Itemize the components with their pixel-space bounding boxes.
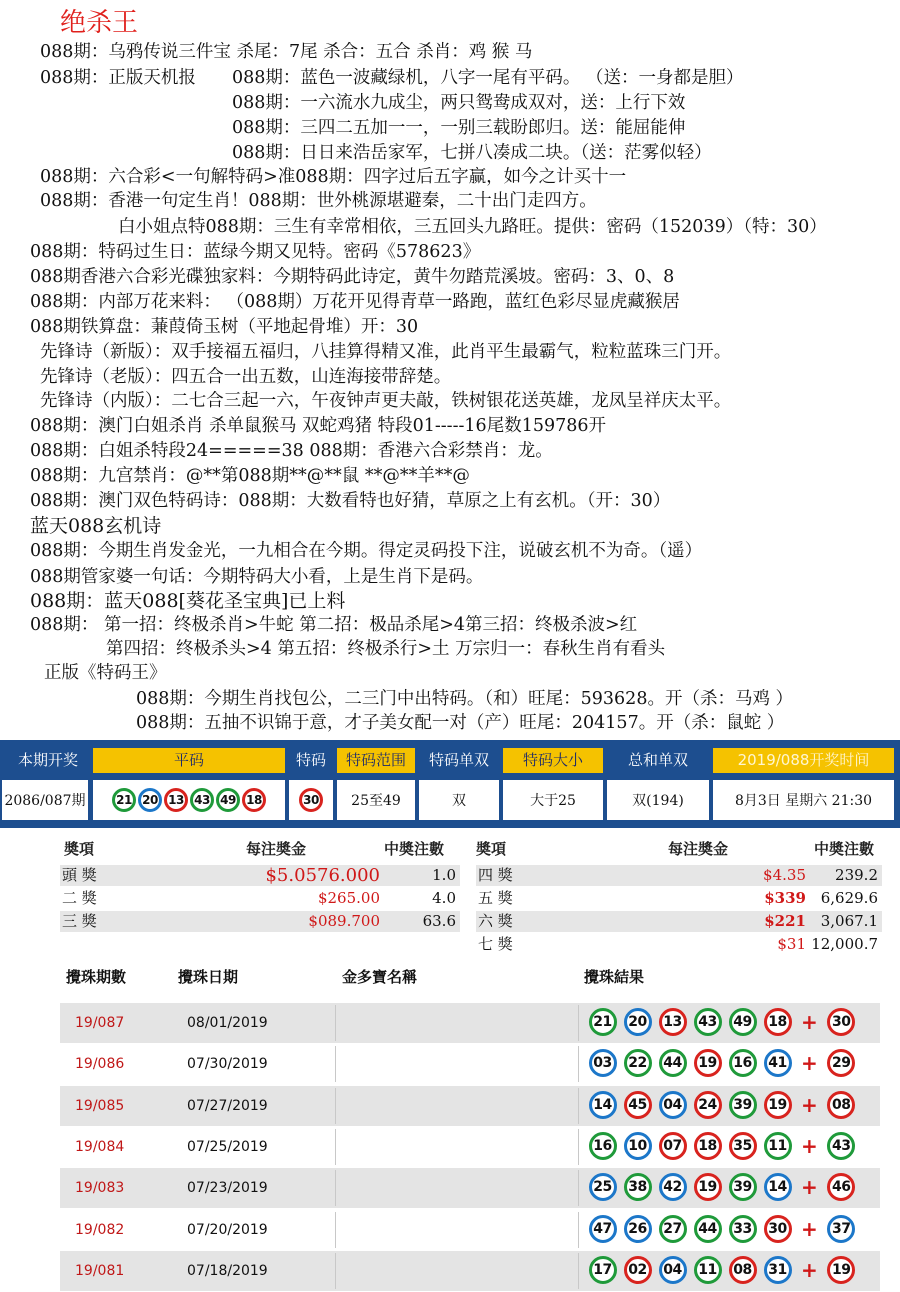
number-ball: 43 [694, 1008, 722, 1036]
row-result-balls [585, 1132, 859, 1160]
prize-header-amount-right: 每注奬金 [668, 840, 729, 858]
number-ball: 44 [659, 1049, 687, 1077]
prize-count: 6,629.6 [820, 889, 878, 907]
header-regular-numbers: 平码 [93, 748, 285, 773]
number-ball: 26 [624, 1215, 652, 1243]
table-row [60, 1127, 880, 1167]
number-ball: 14 [764, 1173, 792, 1201]
row-result-balls [585, 1256, 859, 1284]
number-ball: 31 [764, 1256, 792, 1284]
number-ball: 18 [242, 788, 266, 812]
prize-count: 1.0 [432, 866, 456, 884]
row-period: 19/081 [75, 1262, 125, 1279]
number-ball: 21 [589, 1008, 617, 1036]
row-date: 07/23/2019 [187, 1180, 268, 1197]
header-current-draw: 本期开奖 [8, 748, 88, 773]
prize-name: 七 獎 [478, 935, 513, 953]
number-ball: 43 [190, 788, 214, 812]
number-ball: 45 [624, 1091, 652, 1119]
text-line: 088期：蓝天088[葵花圣宝典]已上料 [30, 590, 346, 612]
text-line: 088期：三四二五加一一，一别三载盼郎归。送：能屈能伸 [232, 118, 686, 138]
number-ball: 35 [729, 1132, 757, 1160]
prize-row [476, 911, 882, 932]
prize-header-name-left: 奬項 [64, 840, 95, 858]
table-row [60, 1044, 880, 1084]
number-ball: 20 [138, 788, 162, 812]
number-ball: 11 [764, 1132, 792, 1160]
prize-row [476, 888, 882, 909]
prize-amount: $221 [764, 912, 806, 930]
prize-row [476, 934, 882, 955]
number-ball: 33 [729, 1215, 757, 1243]
row-date: 07/20/2019 [187, 1221, 268, 1238]
prize-amount: $265.00 [317, 889, 380, 907]
number-ball: 04 [659, 1256, 687, 1284]
text-line: 088期：内部万花来料： （088期）万花开见得青草一路跑，蓝红色彩尽显虎藏猴居 [30, 292, 680, 312]
number-ball: 17 [589, 1256, 617, 1284]
header-special-big-small: 特码大小 [503, 748, 603, 773]
number-ball: 47 [589, 1215, 617, 1243]
prize-header-count-right: 中奬注數 [814, 840, 875, 858]
table-row [60, 1168, 880, 1208]
number-ball: 13 [164, 788, 188, 812]
header-special-range: 特码范围 [337, 748, 415, 773]
number-ball: 11 [694, 1256, 722, 1284]
header-sum-odd-even: 总和单双 [607, 748, 709, 773]
history-header-name: 金多寶名稱 [342, 968, 418, 986]
text-line: 088期：今期生肖发金光，一九相合在今期。得定灵码投下注，说破玄机不为奇。（遥） [30, 541, 703, 561]
special-ball: 46 [827, 1173, 855, 1201]
row-period: 19/082 [75, 1221, 125, 1238]
text-line: 088期：日日来浩岳家军，七拼八凑成二块。（送：茫雾似轻） [232, 143, 712, 163]
row-result-balls [585, 1008, 859, 1036]
row-date: 07/18/2019 [187, 1262, 268, 1279]
column-divider [335, 1005, 336, 1041]
prize-amount: $4.35 [763, 866, 806, 884]
text-line: 088期：澳门白姐杀肖 杀单鼠猴马 双蛇鸡猪 特段01-----16尾数159786开 [30, 416, 606, 436]
prize-name: 頭 獎 [62, 866, 97, 884]
number-ball: 04 [659, 1091, 687, 1119]
text-line: 088期： 第一招：终极杀肖>牛蛇 第二招：极品杀尾>4第三招：终极杀波>红 [30, 615, 638, 635]
column-divider [335, 1170, 336, 1206]
special-ball: 29 [827, 1049, 855, 1077]
table-row [60, 1251, 880, 1291]
row-date: 07/25/2019 [187, 1138, 268, 1155]
row-result-balls [585, 1049, 859, 1077]
number-ball: 41 [764, 1049, 792, 1077]
history-header-period: 攪珠期數 [66, 968, 127, 986]
text-line: 蓝天088玄机诗 [30, 515, 162, 537]
prize-row [60, 865, 460, 886]
number-ball: 16 [589, 1132, 617, 1160]
column-divider [578, 1088, 579, 1124]
number-ball: 49 [729, 1008, 757, 1036]
number-ball: 18 [764, 1008, 792, 1036]
number-ball: 03 [589, 1049, 617, 1077]
text-line: 088期：乌鸦传说三件宝 杀尾：7尾 杀合：五合 杀肖：鸡 猴 马 [40, 42, 533, 62]
number-ball: 42 [659, 1173, 687, 1201]
row-date: 07/27/2019 [187, 1097, 268, 1114]
prize-count: 3,067.1 [820, 912, 878, 930]
prize-count: 4.0 [432, 889, 456, 907]
draw-odd-even: 双 [419, 780, 499, 820]
plus-icon: + [801, 1051, 818, 1076]
row-period: 19/086 [75, 1056, 125, 1073]
prize-count: 63.6 [422, 912, 456, 930]
table-row [60, 1210, 880, 1250]
row-period: 19/084 [75, 1138, 125, 1155]
number-ball: 39 [729, 1173, 757, 1201]
row-date: 07/30/2019 [187, 1056, 268, 1073]
row-result-balls [585, 1091, 859, 1119]
column-divider [578, 1129, 579, 1165]
special-ball: 30 [299, 788, 323, 812]
history-header-date: 攪珠日期 [178, 968, 239, 986]
page-title: 绝杀王 [60, 8, 139, 38]
number-ball: 39 [729, 1091, 757, 1119]
draw-period: 2086/087期 [2, 780, 88, 820]
text-line: 088期：五抽不识锦于意，才子美女配一对（产）旺尾：204157。开（杀：鼠蛇 ） [136, 713, 785, 733]
number-ball: 13 [659, 1008, 687, 1036]
prize-amount: $5.0576.000 [265, 865, 380, 886]
header-special-number: 特码 [289, 748, 333, 773]
text-line: 088期：蓝色一波藏绿机，八字一尾有平码。 （送：一身都是胆） [232, 68, 744, 88]
number-ball: 16 [729, 1049, 757, 1077]
prize-name: 四 獎 [478, 866, 513, 884]
row-period: 19/085 [75, 1097, 125, 1114]
prize-row [60, 888, 460, 909]
row-period: 19/087 [75, 1015, 125, 1031]
prize-count: 12,000.7 [811, 935, 878, 953]
draw-special-range: 25至49 [337, 780, 415, 820]
row-result-balls [585, 1173, 859, 1201]
number-ball: 19 [694, 1173, 722, 1201]
number-ball: 22 [624, 1049, 652, 1077]
number-ball: 24 [694, 1091, 722, 1119]
text-line: 088期：六合彩<一句解特码>准088期：四字过后五字赢，如今之计买十一 [40, 167, 627, 187]
text-line: 先锋诗（内版）：二七合三起一六，午夜钟声更夫敲，铁树银花送英雄，龙凤呈祥庆太平。 [40, 391, 732, 411]
row-date: 08/01/2019 [187, 1015, 268, 1031]
number-ball: 19 [694, 1049, 722, 1077]
text-line: 088期：一六流水九成尘，两只鸳鸯成双对，送：上行下效 [232, 93, 686, 113]
number-ball: 30 [764, 1215, 792, 1243]
plus-icon: + [801, 1175, 818, 1200]
text-line: 088期：特码过生日：蓝绿今期又见特。密码《578623》 [30, 242, 481, 262]
prize-header-name-right: 奬項 [476, 840, 507, 858]
number-ball: 38 [624, 1173, 652, 1201]
draw-special-ball-cell [289, 780, 333, 820]
text-line: 088期：澳门双色特码诗：088期：大数看特也好猜，草原之上有玄机。（开：30） [30, 491, 671, 511]
number-ball: 07 [659, 1132, 687, 1160]
text-line: 088期：正版天机报 [40, 68, 196, 88]
number-ball: 10 [624, 1132, 652, 1160]
text-line: 白小姐点特088期：三生有幸常相依，三五回头九路旺。提供：密码（152039）（特：30） [118, 217, 827, 237]
prize-header-amount-left: 每注奬金 [246, 840, 307, 858]
plus-icon: + [801, 1216, 818, 1241]
text-line: 088期：香港一句定生肖！088期：世外桃源堪避秦，二十出门走四方。 [40, 191, 597, 211]
prize-count: 239.2 [835, 866, 878, 884]
number-ball: 44 [694, 1215, 722, 1243]
plus-icon: + [801, 1133, 818, 1158]
text-line: 088期香港六合彩光碟独家料：今期特码此诗定，黄牛勿踏荒溪坡。密码：3、0、8 [30, 267, 675, 287]
prize-row [60, 911, 460, 932]
text-line: 先锋诗（新版）：双手接福五福归，八挂算得精又准，此肖平生最霸气，粒粒蓝珠三门开。 [40, 342, 732, 362]
special-ball: 19 [827, 1256, 855, 1284]
table-row [60, 1086, 880, 1126]
text-line: 088期：今期生肖找包公，二三门中出特码。（和）旺尾：593628。开（杀：马鸡 ） [136, 689, 794, 709]
column-divider [335, 1212, 336, 1248]
table-row [60, 1003, 880, 1043]
row-result-balls [585, 1215, 859, 1243]
draw-result-table [0, 740, 900, 828]
plus-icon: + [801, 1092, 818, 1117]
number-ball: 27 [659, 1215, 687, 1243]
column-divider [335, 1046, 336, 1082]
text-line: 088期铁算盘：蒹葭倚玉树（平地起骨堆）开：30 [30, 317, 419, 337]
column-divider [335, 1088, 336, 1124]
column-divider [335, 1129, 336, 1165]
draw-big-small: 大于25 [503, 780, 603, 820]
column-divider [578, 1212, 579, 1248]
header-draw-time: 2019/088开奖时间 [713, 748, 894, 773]
draw-time: 8月3日 星期六 21:30 [713, 780, 894, 820]
number-ball: 25 [589, 1173, 617, 1201]
row-period: 19/083 [75, 1180, 125, 1197]
special-ball: 30 [827, 1008, 855, 1036]
text-line: 088期管家婆一句话：今期特码大小看，上是生肖下是码。 [30, 567, 484, 587]
number-ball: 49 [216, 788, 240, 812]
number-ball: 19 [764, 1091, 792, 1119]
draw-sum-odd-even: 双(194) [607, 780, 709, 820]
column-divider [578, 1170, 579, 1206]
prize-name: 二 獎 [62, 889, 97, 907]
column-divider [335, 1253, 336, 1289]
number-ball: 20 [624, 1008, 652, 1036]
plus-icon: + [801, 1257, 818, 1282]
column-divider [578, 1046, 579, 1082]
history-header-result: 攪珠結果 [584, 968, 645, 986]
prize-amount: $089.700 [308, 912, 380, 930]
number-ball: 21 [112, 788, 136, 812]
prize-name: 六 獎 [478, 912, 513, 930]
special-ball: 08 [827, 1091, 855, 1119]
special-ball: 37 [827, 1215, 855, 1243]
column-divider [578, 1253, 579, 1289]
prize-name: 三 獎 [62, 912, 97, 930]
number-ball: 02 [624, 1256, 652, 1284]
text-line: 088期：九宫禁肖：@**第088期**@**鼠 **@**羊**@ [30, 466, 470, 486]
prize-name: 五 獎 [478, 889, 513, 907]
column-divider [578, 1005, 579, 1041]
text-line: 088期：白姐杀特段24=====38 088期：香港六合彩禁肖：龙。 [30, 441, 553, 461]
prize-header-count-left: 中奬注數 [384, 840, 445, 858]
text-line: 先锋诗（老版）：四五合一出五数，山连海接带辞楚。 [40, 367, 452, 387]
prize-amount: $339 [764, 889, 806, 907]
draw-regular-balls [93, 780, 285, 820]
prize-row [476, 865, 882, 886]
number-ball: 08 [729, 1256, 757, 1284]
special-ball: 43 [827, 1132, 855, 1160]
prize-amount: $31 [777, 935, 806, 953]
text-line: 第四招：终极杀头>4 第五招：终极杀行>土 万宗归一：春秋生肖有看头 [106, 639, 666, 659]
number-ball: 18 [694, 1132, 722, 1160]
number-ball: 14 [589, 1091, 617, 1119]
text-line: 正版《特码王》 [44, 663, 167, 683]
plus-icon: + [801, 1010, 818, 1034]
header-special-odd-even: 特码单双 [419, 748, 499, 773]
